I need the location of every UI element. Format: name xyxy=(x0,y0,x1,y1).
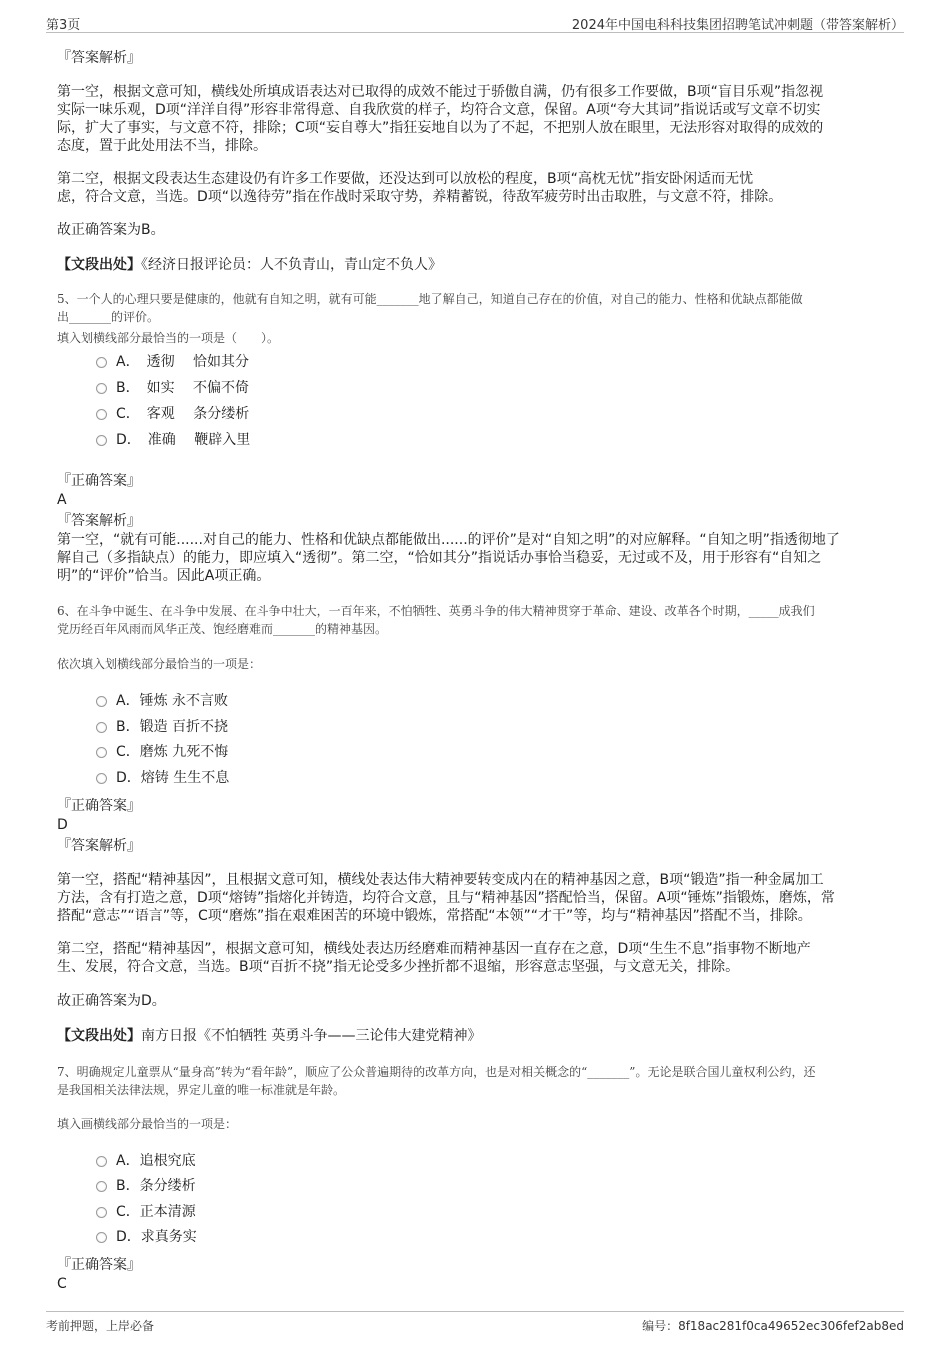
text-line: 虑，符合文意，当选。D项“以逸待劳”指在作战时采取守势，养精蓄锐，待敌军疲劳时出击取胜，与文意不符，排除。 xyxy=(57,189,783,205)
page-footer xyxy=(46,1311,904,1336)
analysis-paragraph-2 xyxy=(57,170,904,206)
question-7-option-b[interactable]: B．条分缕析 xyxy=(96,1177,196,1195)
correct-answer: C xyxy=(57,1276,67,1292)
question-6-analysis-paragraph-2 xyxy=(57,940,904,976)
radio-button[interactable] xyxy=(96,1156,107,1167)
correct-answer: A xyxy=(57,492,67,508)
source-line xyxy=(57,256,904,274)
analysis-label: 『答案解析』 xyxy=(57,50,141,66)
text-line: 第二空，搭配“精神基因”，根据文意可知，横线处表达历经磨难而精神基因一直存在之意，D项“生生不息”指事物不断地产 xyxy=(57,941,811,957)
source-line xyxy=(57,1027,904,1045)
analysis-paragraph-1 xyxy=(57,83,904,155)
radio-button[interactable] xyxy=(96,1207,107,1218)
text-line: 方法，含有打造之意，D项“熔铸”指熔化并铸造，均符合文意，且与“精神基因”搭配恰当，保留。A项“锤炼”指锻炼，磨炼，常 xyxy=(57,890,835,906)
text-line: 第一空，“就有可能......对自己的能力、性格和优缺点都能做出......的评价”是对“自知之明”的对应解释。“自知之明”指透彻地了 xyxy=(57,532,840,548)
question-5-stem xyxy=(57,290,904,326)
text-line: 明”的“评价”恰当。因此A项正确。 xyxy=(57,568,271,584)
source-text: 南方日报《不怕牺牲 英勇斗争——三论伟大建党精神》 xyxy=(141,1028,482,1044)
question-6-option-d[interactable]: D．熔铸 生生不息 xyxy=(96,769,229,787)
question-5-prompt: 填入划横线部分最恰当的一项是（ ）。 xyxy=(57,331,280,345)
text-line: 实际一味乐观，D项“洋洋自得”形容非常得意、自我欣赏的样子，均符合文意，保留。A项“夸大其词”指说话或写文章不切实 xyxy=(57,102,821,118)
page-number: 第3页 xyxy=(46,18,81,33)
text-line: 搭配“意志”“语言”等，C项“磨炼”指在艰难困苦的环境中锻炼，常搭配“本领”“才干”等，均与“精神基因”搭配不当，排除。 xyxy=(57,908,812,924)
question-5-analysis xyxy=(57,531,904,585)
question-5-option-c[interactable]: C． 客观 条分缕析 xyxy=(96,405,249,423)
radio-button[interactable] xyxy=(96,435,107,446)
text-line: 生、发展，符合文意，当选。B项“百折不挠”指无论受多少挫折都不退缩，形容意志坚强，与文意无关，排除。 xyxy=(57,959,740,975)
text-line: 态度，置于此处用法不当，排除。 xyxy=(57,138,267,154)
correct-answer-label: 『正确答案』 xyxy=(57,473,141,489)
radio-button[interactable] xyxy=(96,357,107,368)
document-title: 2024年中国电科科技集团招聘笔试冲刺题（带答案解析） xyxy=(571,18,904,33)
document-id: 编号：8f18ac281f0ca49652ec306fef2ab8ed xyxy=(642,1319,904,1333)
question-6-prompt: 依次填入划横线部分最恰当的一项是： xyxy=(57,657,262,671)
radio-button[interactable] xyxy=(96,409,107,420)
question-7-stem xyxy=(57,1063,904,1099)
question-6-option-b[interactable]: B．锻造 百折不挠 xyxy=(96,718,228,736)
text-line: 6、在斗争中诞生、在斗争中发展、在斗争中壮大，一百年来，不怕牺牲、英勇斗争的伟大精神贯穿于革命、建设、改革各个时期，_____成我们 xyxy=(57,604,815,618)
text-line: 是我国相关法律法规，界定儿童的唯一标准就是年龄。 xyxy=(57,1083,346,1097)
correct-answer-label: 『正确答案』 xyxy=(57,1257,141,1273)
conclusion: 故正确答案为B。 xyxy=(57,222,165,238)
question-7-option-d[interactable]: D．求真务实 xyxy=(96,1228,197,1246)
source-tag: 【文段出处】 xyxy=(57,1028,141,1044)
question-5-option-d[interactable]: D． 准确 鞭辟入里 xyxy=(96,431,250,449)
source-text: 《经济日报评论员：人不负青山，青山定不负人》 xyxy=(141,257,442,273)
question-5-option-a[interactable]: A． 透彻 恰如其分 xyxy=(96,353,249,371)
question-6-option-a[interactable]: A．锤炼 永不言败 xyxy=(96,692,228,710)
question-7-prompt: 填入画横线部分最恰当的一项是： xyxy=(57,1117,238,1131)
radio-button[interactable] xyxy=(96,1232,107,1243)
source-tag: 【文段出处】 xyxy=(57,257,141,273)
question-7-option-a[interactable]: A．追根究底 xyxy=(96,1152,196,1170)
question-7-option-c[interactable]: C．正本清源 xyxy=(96,1203,196,1221)
text-line: 解自己（多指缺点）的能力，即应填入“透彻”。第二空，“恰如其分”指说话办事恰当稳妥，无过或不及，用于形容有“自知之 xyxy=(57,550,822,566)
question-6-option-c[interactable]: C．磨炼 九死不悔 xyxy=(96,743,228,761)
correct-answer: D xyxy=(57,817,68,833)
conclusion: 故正确答案为D。 xyxy=(57,993,166,1009)
text-line: 5、一个人的心理只要是健康的，他就有自知之明，就有可能_______地了解自己，知道自己存在的价值，对自己的能力、性格和优缺点都能做 xyxy=(57,292,803,306)
text-line: 第一空，根据文意可知，横线处所填成语表达对已取得的成效不能过于骄傲自满，仍有很多工作要做，B项“盲目乐观”指忽视 xyxy=(57,84,824,100)
correct-answer-label: 『正确答案』 xyxy=(57,798,141,814)
text-line: 党历经百年风雨而风华正茂、饱经磨难而_______的精神基因。 xyxy=(57,622,388,636)
radio-button[interactable] xyxy=(96,1181,107,1192)
question-6-stem xyxy=(57,602,904,638)
text-line: 际，扩大了事实，与文意不符，排除；C项“妄自尊大”指狂妄地自以为了不起，不把别人放在眼里，无法形容对取得的成效的 xyxy=(57,120,824,136)
question-5-option-b[interactable]: B． 如实 不偏不倚 xyxy=(96,379,249,397)
analysis-label: 『答案解析』 xyxy=(57,838,141,854)
radio-button[interactable] xyxy=(96,696,107,707)
text-line: 第二空，根据文段表达生态建设仍有许多工作要做，还没达到可以放松的程度，B项“高枕无忧”指安卧闲适而无忧 xyxy=(57,171,754,187)
text-line: 7、明确规定儿童票从“量身高”转为“看年龄”，顺应了公众普遍期待的改革方向，也是对相关概念的“_______”。无论是联合国儿童权利公约，还 xyxy=(57,1065,816,1079)
footer-slogan: 考前押题，上岸必备 xyxy=(46,1319,155,1333)
radio-button[interactable] xyxy=(96,747,107,758)
question-6-analysis-paragraph-1 xyxy=(57,871,904,925)
page-header xyxy=(46,12,904,33)
text-line: 第一空，搭配“精神基因”，且根据文意可知，横线处表达伟大精神要转变成内在的精神基因之意，B项“锻造”指一种金属加工 xyxy=(57,872,824,888)
text-line: 出_______的评价。 xyxy=(57,310,160,324)
radio-button[interactable] xyxy=(96,383,107,394)
radio-button[interactable] xyxy=(96,773,107,784)
analysis-label: 『答案解析』 xyxy=(57,513,141,529)
radio-button[interactable] xyxy=(96,722,107,733)
